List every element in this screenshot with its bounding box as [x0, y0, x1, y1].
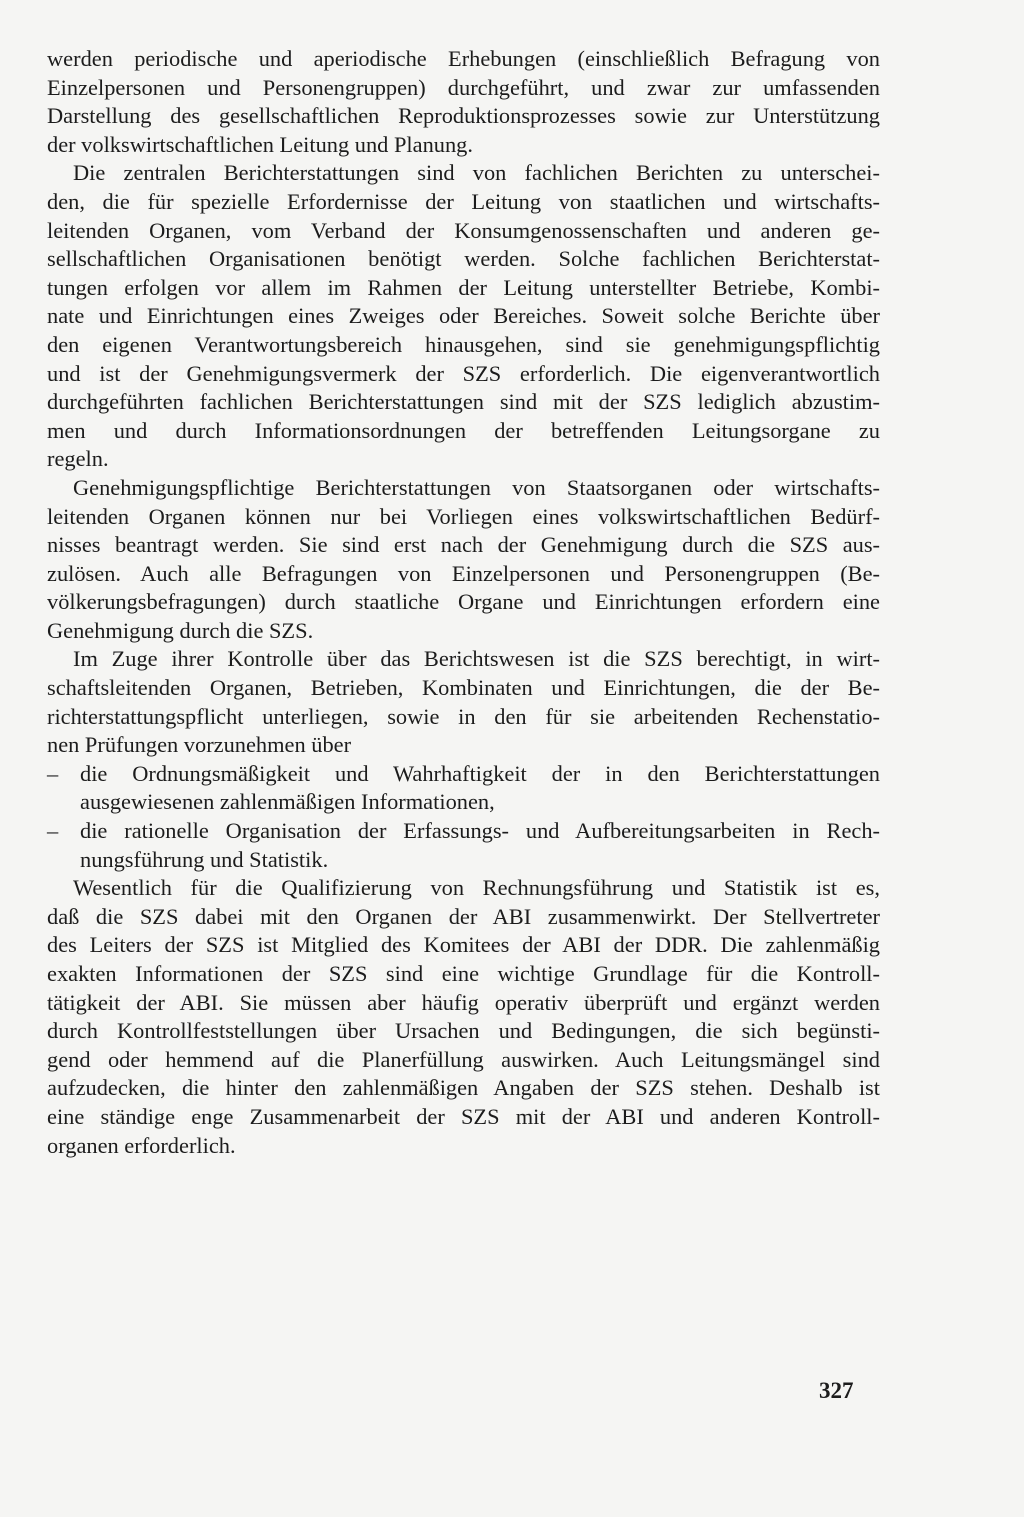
- text-line: [47, 703, 880, 732]
- text-line: [47, 474, 880, 503]
- line-text: des Leiters der SZS ist Mitglied des Komitees der ABI der DDR. Die zahlenmäßig: [47, 932, 880, 958]
- line-text: gend oder hemmend auf die Planerfüllung auswirken. Auch Leitungsmängel sind: [47, 1046, 880, 1072]
- line-text: exakten Informationen der SZS sind eine wichtige Grundlage für die Kontroll-: [47, 961, 880, 986]
- list-dash: –: [47, 818, 59, 844]
- text-line: [47, 274, 880, 303]
- line-text: durch Kontrollfeststellungen über Ursachen und Bedingungen, die sich begünsti-: [47, 1018, 880, 1044]
- line-text: Die zentralen Berichterstattungen sind von fachlichen Berichten zu unterschei-: [73, 160, 880, 186]
- text-line: [47, 760, 880, 789]
- line-text: werden periodische und aperiodische Erhebungen (einschließlich Befragung von: [47, 46, 880, 71]
- line-text: den, die für spezielle Erfordernisse der Leitung von staatlichen und wirtschafts-: [47, 188, 880, 214]
- line-text: die rationelle Organisation der Erfassungs- und Aufbereitungsarbeiten in Rech-: [80, 818, 880, 844]
- text-line: [47, 45, 880, 74]
- text-line: [47, 531, 880, 560]
- text-line: [47, 159, 880, 188]
- line-text: völkerungsbefragungen) durch staatliche Organe und Einrichtungen erfordern eine: [47, 589, 880, 615]
- line-text: durchgeführten fachlichen Berichterstattungen sind mit der SZS lediglich abzustim-: [47, 389, 880, 415]
- text-line: [47, 445, 880, 474]
- line-text: sellschaftlichen Organisationen benötigt werden. Solche fachlichen Berichterstat-: [47, 246, 880, 272]
- line-text: organen erforderlich.: [47, 1132, 236, 1158]
- line-text: schaftsleitenden Organen, Betrieben, Kombinaten und Einrichtungen, die der Be-: [47, 675, 880, 701]
- text-line: [47, 131, 880, 160]
- line-text: richterstattungspflicht unterliegen, sowie in den für sie arbeitenden Rechenstatio-: [47, 703, 880, 729]
- text-line: [47, 302, 880, 331]
- line-text: men und durch Informationsordnungen der betreffenden Leitungsorgane zu: [47, 417, 880, 443]
- line-text: Genehmigungspflichtige Berichterstattungen von Staatsorganen oder wirtschafts-: [73, 474, 880, 500]
- text-line: [47, 846, 880, 875]
- text-line: [47, 817, 880, 846]
- line-text: nungsführung und Statistik.: [80, 846, 329, 872]
- text-line: [47, 645, 880, 674]
- text-line: [47, 989, 880, 1018]
- text-line: [47, 1132, 880, 1161]
- text-line: [47, 874, 880, 903]
- text-line: [47, 188, 880, 217]
- text-line: [47, 503, 880, 532]
- line-text: nen Prüfungen vorzunehmen über: [47, 732, 352, 758]
- line-text: und ist der Genehmigungsvermerk der SZS erforderlich. Die eigenverantwortlich: [47, 360, 880, 386]
- text-line: [47, 331, 880, 360]
- line-text: daß die SZS dabei mit den Organen der ABI zusammenwirkt. Der Stellvertreter: [47, 903, 880, 929]
- text-line: [47, 388, 880, 417]
- text-line: [47, 360, 880, 389]
- text-line: [47, 674, 880, 703]
- page-number: 327: [819, 1378, 854, 1403]
- line-text: aufzudecken, die hinter den zahlenmäßigen Angaben der SZS stehen. Deshalb ist: [47, 1075, 880, 1101]
- text-line: [47, 1017, 880, 1046]
- line-text: den eigenen Verantwortungsbereich hinausgehen, sind sie genehmigungspflichtig: [47, 331, 880, 357]
- line-text: leitenden Organen, vom Verband der Konsumgenossenschaften und anderen ge-: [47, 217, 880, 243]
- line-text: regeln.: [47, 446, 109, 472]
- line-text: leitenden Organen können nur bei Vorliegen eines volkswirtschaftlichen Bedürf-: [47, 503, 880, 529]
- line-text: die Ordnungsmäßigkeit und Wahrhaftigkeit der in den Berichterstattungen: [80, 760, 880, 786]
- text-line: [47, 245, 880, 274]
- text-line: [47, 903, 880, 932]
- text-line: [47, 217, 880, 246]
- text-line: [47, 788, 880, 817]
- line-text: tätigkeit der ABI. Sie müssen aber häufig operativ überprüft und ergänzt werden: [47, 989, 880, 1015]
- text-line: [47, 960, 880, 989]
- text-line: [47, 1046, 880, 1075]
- line-text: tungen erfolgen vor allem im Rahmen der Leitung unterstellter Betriebe, Kombi-: [47, 274, 880, 300]
- line-text: Im Zuge ihrer Kontrolle über das Berichtswesen ist die SZS berechtigt, in wirt-: [73, 646, 880, 672]
- line-text: zulösen. Auch alle Befragungen von Einzelpersonen und Personengruppen (Be-: [47, 560, 880, 586]
- text-line: [47, 617, 880, 646]
- line-text: ausgewiesenen zahlenmäßigen Informationen,: [80, 789, 495, 815]
- text-line: [47, 588, 880, 617]
- text-line: [47, 931, 880, 960]
- line-text: nisses beantragt werden. Sie sind erst nach der Genehmigung durch die SZS aus-: [47, 532, 880, 558]
- list-dash: –: [47, 760, 59, 786]
- text-line: [47, 731, 880, 760]
- text-line: [47, 74, 880, 103]
- line-text: nate und Einrichtungen eines Zweiges oder Bereiches. Soweit solche Berichte über: [47, 303, 880, 329]
- line-text: Darstellung des gesellschaftlichen Reproduktionsprozesses sowie zur Unterstützung: [47, 103, 880, 129]
- line-text: Genehmigung durch die SZS.: [47, 617, 314, 643]
- text-line: [47, 1103, 880, 1132]
- line-text: Einzelpersonen und Personengruppen) durchgeführt, und zwar zur umfassenden: [47, 74, 880, 100]
- body-text: [47, 45, 880, 1160]
- line-text: eine ständige enge Zusammenarbeit der SZS mit der ABI und anderen Kontroll-: [47, 1103, 880, 1129]
- text-line: [47, 102, 880, 131]
- text-line: [47, 560, 880, 589]
- text-line: [47, 417, 880, 446]
- line-text: Wesentlich für die Qualifizierung von Rechnungsführung und Statistik ist es,: [73, 875, 880, 901]
- line-text: der volkswirtschaftlichen Leitung und Planung.: [47, 131, 473, 157]
- text-line: [47, 1074, 880, 1103]
